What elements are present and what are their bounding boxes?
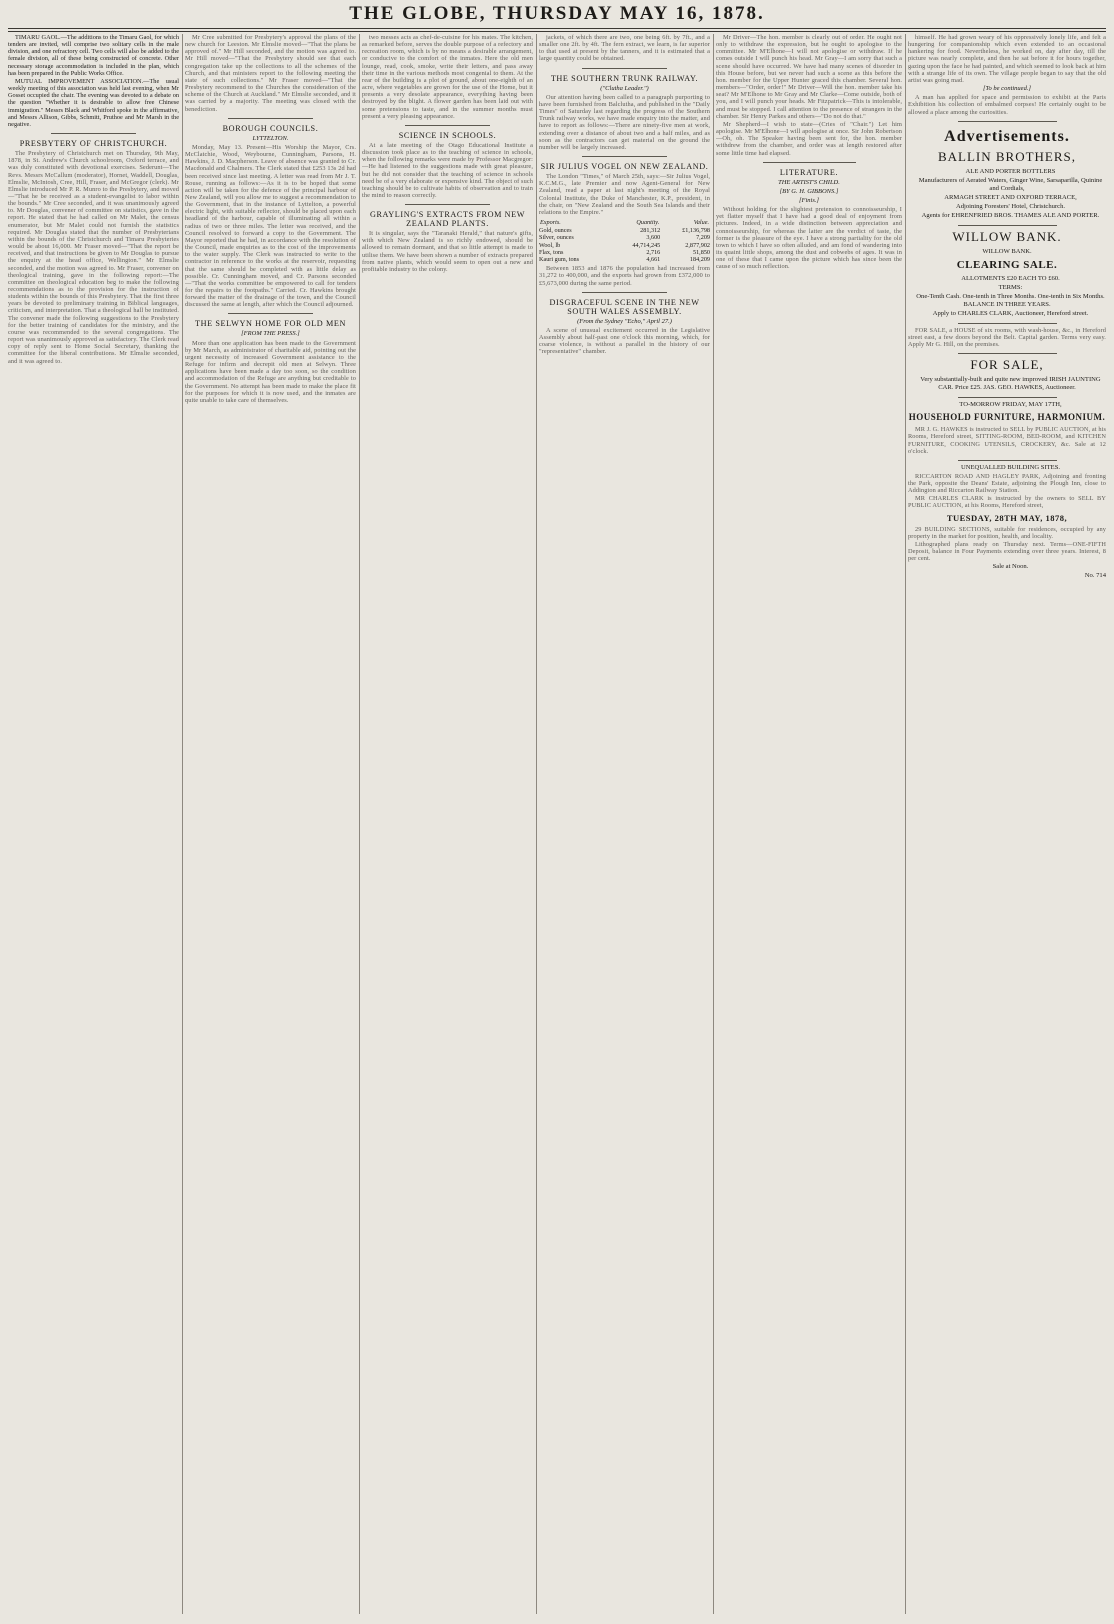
ad-ballin-line: Manufacturers of Aerated Waters, Ginger Wine, Sarsaparilla, Quinine and Cordials, [918,176,1103,192]
ad-clearing-line: TERMS: [998,283,1023,291]
article-literature-body: Without holding for the slightest pretension to connoisseurship, I yet flatter myself that I have had a good deal of enjoyment from pictures. Indeed, in a wide distinction between appreciation and connoisseurship, for whereas the latter are the verdict of taste, the former is the pleasure of the eye. I have a strong partiality for the old town to which I have so often alluded, and am fond of wandering into its quaint little shops, among the dust and cobwebs of ages. It was in one of these that I came upon the picture which has since been the cause of so much reflection. [716,206,902,271]
article-graylings-body: It is singular, says the "Taranaki Herald," that nature's gifts, with which New Zealand is so richly endowed, should be allowed to remain dormant, and that so little attempt is made to utilise them. We have been shown a number of extracts prepared from native plants, which would seem to open out a new and profitable industry to the colony. [362,230,533,273]
ad-building-sites-date: TUESDAY, 28TH MAY, 1878, [946,512,1068,523]
ad-ballin-line: ALE AND PORTER BOTTLERS [965,167,1056,175]
column-6 [908,34,1106,1614]
divider [763,162,856,163]
divider [958,353,1057,354]
exports-header-cell: Value. [693,218,709,226]
exports-table [539,218,710,263]
column-separator [905,34,906,1614]
heading-graylings-extracts: GRAYLING'S EXTRACTS FROM NEW ZEALAND PLANTS. [369,210,526,229]
heading-science-in-schools: SCIENCE IN SCHOOLS. [398,130,497,140]
exports-row [539,256,710,263]
exports-cell: Silver, ounces [539,234,574,242]
divider [51,133,137,134]
ad-building-sites-auctioneer: MR CHARLES CLARK is instructed by the owners to SELL BY PUBLIC AUCTION, at his Rooms, Hereford street, [908,495,1106,510]
divider [958,397,1057,398]
ad-willow-bank-subtitle: WILLOW BANK. [982,247,1032,255]
subheading-lyttelton: LYTTELTON. [252,134,289,142]
ad-ballin-line: ARMAGH STREET AND OXFORD TERRACE, [944,193,1077,201]
article-timaru-gaol: TIMARU GAOL.—The additions to the Timaru Gaol, for which tenders are invited, will comprise two solitary cells in the male division, and one refractory cell. Two cells will also be added to the female division, all of these being constructed of concrete. Other necessary storage accommodation is included in the plan, which has been prepared in the Public Works Office. [8,34,179,77]
exports-header-row [539,218,710,227]
article-scene-continued: Mr Driver—The hon. member is clearly out of order. He ought not only to withdraw the expression, but he ought to apologise to the committee. Mr M'Elhone—I will not apologise or withdraw. If he comes outside I will punch his head. Mr Gray—I am sorry that such a scene should have occurred. We have had many scenes of disorder in this House before, but we never had such a scene as this before the hon. member for the Upper Hunter graced this chamber. Several hon. members—"Order, order!" Mr Driver—Will the hon. member take his seat? Mr M'Elhone to Mr Gray and Mr Clarke—Come outside, both of you, and I will punch your heads. Mr Fitzpatrick—This is intolerable, and must be stopped. I call attention to the presence of strangers in the chamber. Sir Henry Parkes and others—"Do not do that." [716,34,902,120]
ad-building-sites-sections: 29 BUILDING SECTIONS, suitable for residences, occupied by any property in the market for position, health, and locality. [908,525,1106,540]
exports-cell: £1,136,798 [682,227,710,235]
divider [958,121,1057,122]
ad-for-sale-line: Very substantially-built and quite new improved IRISH JAUNTING CAR. Price £25. JAS. GEO. HAWKES, Auctioneer. [920,376,1101,392]
ad-furniture-body: MR J. G. HAWKES is instructed to SELL by PUBLIC AUCTION, at his Rooms, Hereford street, SITTING-ROOM, BED-ROOM, and KITCHEN FURNITURE, COOKING UTENSILS, CROCKERY, &c. Sale at 12 o'clock. [908,426,1106,455]
ad-building-sites-location: RICCARTON ROAD AND HAGLEY PARK, Adjoining and fronting the Park, opposite the Deans' Estate, adjoining the Plough Inn, close to Addington and Riccarton Railway Station. [908,472,1106,495]
column-3 [362,34,533,1614]
exports-cell: 2,877,902 [685,241,710,249]
heading-disgraceful-scene: DISGRACEFUL SCENE IN THE NEW SOUTH WALES ASSEMBLY. [549,297,700,316]
column-separator [182,34,183,1614]
article-selwyn-body: More than one application has been made to the Government by Mr March, as administrator of charitable aid, pointing out the urgent necessity of increased Government assistance to the Refuge for infirm and decrepit old men at Selwyn. Three applications have been made a day too soon, so the condition and accommodation of the Refuge are anything but creditable to the Government. No attempt has been made to make the place fit for the purposes for which it is now used, and the inmates are quite unable to take care of themselves. [185,339,356,404]
column-separator [536,34,537,1614]
ad-house-for-sale: FOR SALE, a HOUSE of six rooms, with wash-house, &c., in Hereford street east, a few doors beyond the Belt. Capital garden. Terms very easy. Apply Mr G. Hill, on the premises. [908,326,1106,349]
ad-for-sale-title: FOR SALE, [970,357,1044,373]
ad-ballin-line: Adjoining Foresters' Hotel, Christchurch. [955,202,1066,210]
column-5 [716,34,902,1614]
heading-julius-vogel: SIR JULIUS VOGEL ON NEW ZEALAND. [540,162,709,172]
article-literature-continued: himself. He had grown weary of his oppressively lonely life, and felt a hungering for companionship which even extended to an occasional hankering for food. Nevertheless, he worked on, day after day, till the picture was nearly complete, and then he sat before it for hours together, gazing upon the face he had painted, and which seemed to look back at him with a strange life of its own. The village people began to say that the old artist was going mad. [908,34,1106,84]
exports-cell: 4,661 [646,255,661,263]
ad-building-sites-title: UNEQUALLED BUILDING SITES. [960,463,1061,471]
ad-clearing-line: Apply to CHARLES CLARK, Auctioneer, Hereford street. [932,309,1089,317]
divider [958,460,1057,461]
advertisements-heading: Advertisements. [944,127,1070,145]
article-vogel-body: The London "Times," of March 25th, says:—Sir Julius Vogel, K.C.M.G., late Premier and now Agent-General for New Zealand, read a paper at last night's meeting of the Royal Colonial Institute, the Duke of Manchester, K.P., president, in the chair, on "New Zealand and the South Sea Islands and their relations to the Empire." [539,173,710,216]
divider [582,68,668,69]
ad-building-sites-time: Sale at Noon. [992,563,1029,571]
masthead: THE GLOBE, THURSDAY MAY 16, 1878. [349,3,765,24]
divider [228,313,314,314]
article-presbytery-continued: Mr Cree submitted for Presbytery's approval the plans of the new church for Leeston. Mr Elmslie moved—"That the plans be approved of." Mr Hill seconded, and the motion was agreed to. Mr Hill moved—"That the Presbytery should see that each congregation take up the collections to all the schemes of the Church, and that ministers report to the following meeting the state of such collections." Mr Fraser moved—"That the Presbytery recommend to the Churches the consideration of the scheme of the Church at Auckland." Mr Elmslie seconded, and it was carried by a majority. The meeting was closed with the benediction. [185,34,356,113]
ad-furniture-date: TO-MORROW FRIDAY, MAY 17TH, [959,401,1062,409]
exports-header-cell: Quantity. [636,218,660,226]
article-vogel-continued: Between 1853 and 1876 the population had increased from 31,272 to 400,000, and the exports had grown from £372,000 to £5,673,000 during the same period. [539,265,710,287]
column-1 [8,34,179,1614]
column-2 [185,34,356,1614]
article-science-body: At a late meeting of the Otago Educational Institute a discussion took place as to the teaching of science in schools, when the following remarks were made by Professor Macgregor:—He had listened to the suggestions made with great pleasure, but he did not consider that the teaching of science in schools need be of a very elaborate or expensive kind. The object of such teaching should be to cultivate habits of observation and to train the mind to reason correctly. [362,141,533,199]
exports-cell: 2,716 [646,248,661,256]
byline: [BY G. H. GIBBONS.] [779,187,839,195]
heading-borough-councils: BOROUGH COUNCILS. [222,123,319,133]
article-scene-body: A scene of unusual excitement occurred in the Legislative Assembly about half-past one o'clock this morning, which, for coarse violence, is without a parallel in the history of our "representative" chamber. [539,326,710,356]
divider [582,156,668,157]
heading-southern-trunk-railway: THE SOUTHERN TRUNK RAILWAY. [550,73,699,83]
exports-cell: 3,600 [646,234,661,242]
to-be-continued: [To be continued.] [983,85,1031,93]
article-railway-body: Our attention having been called to a paragraph purporting to have been furnished from Balclutha, and published in the "Daily Times" of Saturday last regarding the progress of the Southern Trunk railway works, we have made enquiry into the matter, and have to report as follows:—There are ninety-five men at work, extending over a distance of about two and a half miles, and as soon as the contractors can get material on the ground the number will be largely increased. [539,93,710,151]
masthead-rule [8,28,1106,29]
column-separator [713,34,714,1614]
exports-row [539,234,710,241]
column-4 [539,34,710,1614]
subheading-finis: [Finis.] [798,196,820,204]
article-paris-exhibition: A man has applied for space and permission to exhibit at the Paris Exhibition his collection of embalmed corpses! He certainly ought to be allowed a place among the curiosities. [908,94,1106,116]
exports-cell: Gold, ounces [539,227,572,235]
ad-clearing-sale-title: CLEARING SALE. [956,258,1058,271]
exports-row [539,249,710,256]
ad-willow-bank-title: WILLOW BANK. [952,228,1062,244]
exports-cell: Kauri gum, tons [539,255,580,263]
exports-cell: 51,850 [692,248,710,256]
article-selwyn-continued: two messes acts as chef-de-cuisine for his mates. The kitchen, as remarked before, serves the double purpose of a refectory and recreation room, which is by no means a desirable arrangement, or conducive to the comfort of the inmates. Here the old men lounge, read, cook, smoke, write their letters, and pass away their time in the various methods most congenial to them. At the rear of the building is a plot of ground, about one-eighth of an acre, where vegetables are grown for the use of the Home, but it presents a very desolate appearance, everything having been destroyed by the blight. A flower garden has been laid out with some pretensions to taste, and in the summer months must present a very pleasing appearance. [362,34,533,120]
subheading-artists-child: THE ARTIST'S CHILD. [778,178,840,186]
divider [958,323,1057,324]
ad-ballin-name: BALLIN BROTHERS, [937,148,1077,164]
article-mutual-improvement: MUTUAL IMPROVEMENT ASSOCIATION.—The usual weekly meeting of this association was held last evening, when Mr Gosset occupied the chair. The evening was devoted to a debate on the question "Whether it is desirable to allow free Chinese immigration." Messrs Black and Whitford spoke in the affirmative, and Messrs Allison, Gibbs, Schmitt, Pruthoe and Mr Marsh in the negative. [8,77,179,128]
ad-furniture-title: HOUSEHOLD FURNITURE, HARMONIUM. [908,412,1106,423]
exports-cell: 281,312 [640,227,661,235]
exports-cell: Wool, lb [539,241,561,249]
subheading-from-the-press: [FROM THE PRESS.] [241,330,300,338]
subheading-clutha-leader: ("Clutha Leader.") [600,84,649,92]
article-presbytery-body: The Presbytery of Christchurch met on Thursday, 9th May, 1878, in St. Andrew's Church schoolroom, Oxford terrace, and was duly constituted with devotional exercises. Sederunt—The Revs. Messrs McCallum (moderator), Hornet, Waddell, Douglas, Elmslie, McIntosh, Cree, Hill, Fraser, and McGregor (clerk). Mr Elmslie introduced Mr P. R. Munro to the Presbytery, and moved—"That he be received as a student-evangelist to labor within the bounds." Mr Cree seconded, and it was unanimously agreed to. Mr Douglas, convener of committee on statistics, gave in the report. He stated that he had called on Mr Malet, the census enumerator, but Mr Malet could not furnish the statistics required. Mr Douglas stated that the number of Presbyterians within the bounds of the Christchurch and Timaru Presbyteries would be about 16,000. Mr Fraser moved—"That the report be received, and that instructions be given to Mr Douglas to pursue the enquiry at the head office, Wellington." Mr Elmslie seconded, and the motion was agreed to. Mr Fraser, convener on theological training, gave in the following report:—The committee on theological education beg to make the following recommendations as to the provision for the instruction of students within the bounds of this Presbytery. That the first three years be devoted to preliminary training in Biblical languages, criticism, and interpretation. That a theological hall be instituted. The convener made the following suggestions to the Presbytery for the better training of candidates for the ministry, and the course was recommended to the several congregations. The report was unanimously approved as satisfactory. The Clerk read copy of reply sent to Home Social Secretary, thanking the committee for the liberal contributions. Mr Elmslie seconded, and it was agreed to. [8,150,179,365]
exports-cell: 44,714,245 [632,241,661,249]
exports-cell: Flax, tons [539,248,564,256]
ad-number: No. 714 [1084,572,1106,580]
exports-cell: 7,209 [696,234,710,242]
masthead-rule-2 [8,31,1106,32]
exports-row [539,242,710,249]
article-fern-extract: jackets, of which there are two, one being 6ft. by 7ft., and a smaller one 2ft. by 4ft. The fern extract, we learn, is far superior to that used at present by the tanners, and it is estimated that a large quantity could be obtained. [539,34,710,63]
ad-ballin-line: Agents for EHRENFRIED BROS. THAMES ALE AND PORTER. [921,211,1100,219]
heading-literature: LITERATURE. [779,167,839,177]
column-separator [359,34,360,1614]
divider [582,292,668,293]
article-scene-end: Mr Shepherd—I wish to state—(Cries of "Chair.") Let him apologise. Mr M'Elhone—I will apologise at once. Sir John Robertson—Oh, oh. The Speaker having been sent for, the hon. member withdrew from the chamber, and order was at length restored after some little time had elapsed. [716,120,902,157]
exports-cell: 184,209 [689,255,710,263]
exports-row [539,227,710,234]
ad-building-sites-terms: Lithographed plans ready on Thursday next. Terms—ONE-FIFTH Deposit, balance in Four Payments extending over three years. Interest, 8 per cent. [908,540,1106,563]
exports-header-cell: Exports. [540,218,561,226]
divider [405,125,491,126]
article-lyttelton-body: Monday, May 13. Present—His Worship the Mayor, Crs. McClatchie, Wood, Weybourne, Cunningham, Parsons, H. Hawkins, J. D. Macpherson. Leave of absence was granted to Cr. Macdonald and Chalmers. The Clerk stated that £253 13s 2d had been received since last meeting. A letter was read from Mr J. T. Rouse, running as follows:—As it is to be hoped that some action will be taken for the defence of the principal harbour of New Zealand, will you allow me to suggest a recommendation to the Government, that in the instance of Lyttelton, a powerful electric light, with suitable reflector, should be placed upon each headland of the harbour, capable of illuminating all within a radius of two or three miles. The letter was received, and the Council resolved to forward a copy to the Government. The Mayor reported that he had, in accordance with the resolution of the Council, made enquiries as to the cost of the improvements to the water supply. The Clerk was instructed to write to the contractor in reference to the works at the reservoir, requesting that the same should be completed with as little delay as possible. Cr. Cunningham moved, and Cr. Parsons seconded—"That the works committee be empowered to call for tenders for the repairs to the footpaths." Carried. Cr. Hawkins brought forward the matter of the drainage of the town, and the Council discussed the same at length, after which the Council adjourned. [185,143,356,309]
heading-selwyn-home: THE SELWYN HOME FOR OLD MEN [195,319,346,329]
heading-presbytery: PRESBYTERY OF CHRISTCHURCH. [19,139,168,149]
subheading-sydney-echo: (From the Sydney "Echo," April 27.) [577,317,672,325]
divider [958,225,1057,226]
ad-clearing-line: One-Tenth Cash. One-tenth in Three Months. One-tenth in Six Months. BALANCE IN THREE YEARS. [916,292,1105,308]
divider [228,118,314,119]
ad-clearing-line: ALLOTMENTS £20 EACH TO £60. [961,274,1060,282]
divider [405,204,491,205]
